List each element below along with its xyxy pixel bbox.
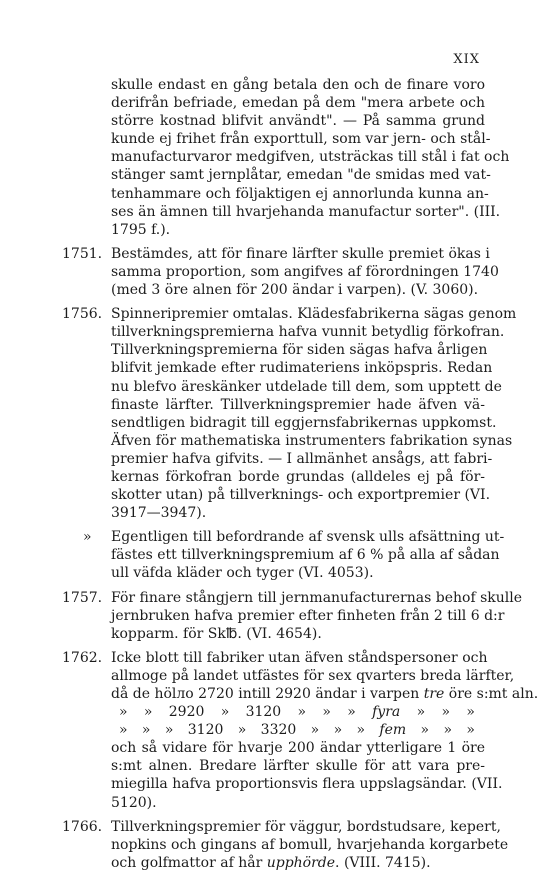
table-cell: » — [333, 722, 343, 739]
text-line: finaste lärfter. Tillverkningspremier hade äfven vä- — [111, 396, 485, 413]
text-line: nopkins och gingans af bomull, hvarjehanda korgarbete — [111, 836, 509, 853]
entry-1751 — [0, 245, 560, 299]
text-line: Tillverkningspremier för väggur, bordstudsare, kepert, — [111, 818, 501, 835]
entry-text — [111, 649, 539, 812]
entry-text — [111, 245, 499, 299]
table-cell: 2920 — [168, 704, 205, 721]
entry-text — [111, 589, 522, 643]
text-line: blifvit jemkade efter rudimateriens inköpspris. Redan — [111, 360, 493, 377]
text-line: derifrån befriade, emedan på dem "mera arbete och — [111, 95, 485, 112]
text-line: fästes ett tillverkningspremium af 6 % på alla af sådan — [111, 547, 500, 564]
table-cell: » — [420, 722, 430, 739]
table-cell: » — [143, 704, 153, 721]
text-line: Egentligen till befordrande af svensk ulls afsättning ut- — [111, 529, 505, 546]
text-line: Tillverkningspremierna för siden sägas hafva årligen — [111, 342, 488, 359]
text-line: Icke blott till fabriker utan äfven ståndspersoner och — [111, 649, 488, 666]
text-line: kunde ej frihet från exporttull, som var jern- och stål- — [111, 131, 491, 148]
text-line: premier hafva gifvits. — I allmänhet ansågs, att fabri- — [111, 450, 493, 467]
table-cell: » — [119, 704, 128, 721]
text-line: Bestämdes, att för finare lärfter skulle premiet ökas i — [111, 245, 490, 262]
table-cell: » — [322, 704, 331, 721]
table-cell: » — [297, 704, 307, 721]
text-run: då de hölло 2720 intill 2920 ändar i varpen — [111, 686, 424, 702]
text-run: . (VIII. 7415). — [335, 854, 431, 871]
table-cell: » — [466, 704, 475, 721]
emphasis: tre — [423, 686, 445, 702]
emphasis: upphörde — [266, 854, 336, 871]
entry-text — [111, 528, 505, 582]
text-line: (med 3 öre alnen för 200 ändar i varpen). (V. 3060). — [111, 282, 479, 299]
entry-year: 1762. — [62, 649, 103, 666]
text-line: 3917—3947). — [111, 505, 207, 522]
text-line: Spinneripremier omtalas. Klädesfabrikerna sägas genom — [111, 306, 517, 323]
entry-text — [111, 818, 509, 872]
table-cell: » — [347, 704, 356, 721]
page-body — [0, 76, 560, 872]
text-line: kopparm. för Sk℔. (VI. 4654). — [111, 625, 322, 642]
text-line: sendtligen bidragit till eggjernsfabrikernas uppkomst. — [111, 414, 497, 431]
text-line: ull väfda kläder och tyger (VI. 4053). — [111, 565, 374, 582]
text-line: 5120). — [111, 794, 157, 811]
text-line: större kostnad blifvit användt". — På samma grund — [111, 113, 485, 130]
ditto-table-row — [111, 721, 485, 739]
text-run: öre s:mt aln. — [444, 686, 539, 702]
table-cell: » — [356, 722, 366, 739]
table-cell: » — [416, 704, 426, 721]
table-cell: » — [443, 722, 453, 739]
text-line — [111, 685, 539, 703]
page-number: XIX — [453, 52, 480, 67]
text-line: kernas förkofran borde grundas (alldeles ej på för- — [111, 468, 485, 485]
table-cell: » — [441, 704, 451, 721]
table-cell: » — [237, 722, 247, 739]
text-line: och så vidare för hvarje 200 ändar ytterligare 1 öre — [111, 740, 485, 757]
text-line: nu blefvo äreskänker utdelade till dem, som upptett de — [111, 378, 502, 395]
entry-text — [111, 305, 517, 522]
entry-year: 1756. — [62, 306, 103, 323]
text-line: jernbruken hafva premier efter finheten från 2 till 6 d:r — [111, 607, 505, 624]
table-cell: 3120 — [245, 704, 282, 721]
table-cell: 3320 — [260, 722, 297, 739]
table-cell: » — [310, 722, 320, 739]
text-line: 1795 f.). — [111, 221, 171, 238]
table-cell: » — [164, 722, 174, 739]
text-line: miegilla hafva proportionsvis flera uppslagsändar. (VII. — [111, 776, 503, 793]
text-line: För finare stångjern till jernmanufacturernas behof skulle — [111, 589, 522, 606]
table-cell: » — [119, 722, 128, 739]
entry-year: 1766. — [62, 818, 103, 835]
text-line: samma proportion, som angifves af förordningen 1740 — [111, 263, 499, 280]
text-line — [111, 854, 485, 872]
text-line: skulle endast en gång betala den och de finare voro — [111, 77, 485, 93]
entry-ditto — [0, 528, 560, 582]
text-run: och golfmattor af hår — [111, 854, 267, 871]
table-cell: fyra — [372, 704, 401, 721]
ditto-mark: » — [83, 529, 92, 546]
text-line: s:mt alnen. Bredare lärfter skulle för att vara pre- — [111, 758, 485, 775]
text-line: allmoge på landet utfästes för sex qvarters breda lärfter, — [111, 667, 515, 684]
text-line: tenhammare och följaktigen ej annorlunda kunna an- — [111, 185, 489, 202]
entry-1757 — [0, 589, 560, 643]
ditto-table-row — [111, 703, 485, 721]
entry-year: 1751. — [62, 245, 103, 262]
entry-continuation — [0, 76, 560, 239]
table-cell: » — [466, 722, 475, 739]
entry-1762 — [0, 649, 560, 812]
entry-1756 — [0, 305, 560, 522]
text-line: skotter utan) på tillverknings- och exportpremier (VI. — [111, 487, 491, 504]
table-cell: fem — [379, 722, 407, 739]
table-cell: » — [141, 722, 151, 739]
entry-text — [111, 76, 510, 239]
table-cell: 3120 — [187, 722, 224, 739]
text-line: Äfven för mathematiska instrumenters fabrikation synas — [111, 432, 513, 449]
text-line: ses än ämnen till hvarjehanda manufactur sorter". (III. — [111, 203, 501, 220]
text-line: manufacturvaror medgifven, utsträckas till stål i fat och — [111, 149, 510, 166]
entry-year: 1757. — [62, 589, 103, 606]
text-line: stänger samt jernplåtar, emedan "de smidas med vat- — [111, 167, 491, 184]
table-cell: » — [220, 704, 230, 721]
entry-1766 — [0, 818, 560, 872]
text-line: tillverkningspremierna hafva vunnit betydlig förkofran. — [111, 324, 505, 341]
